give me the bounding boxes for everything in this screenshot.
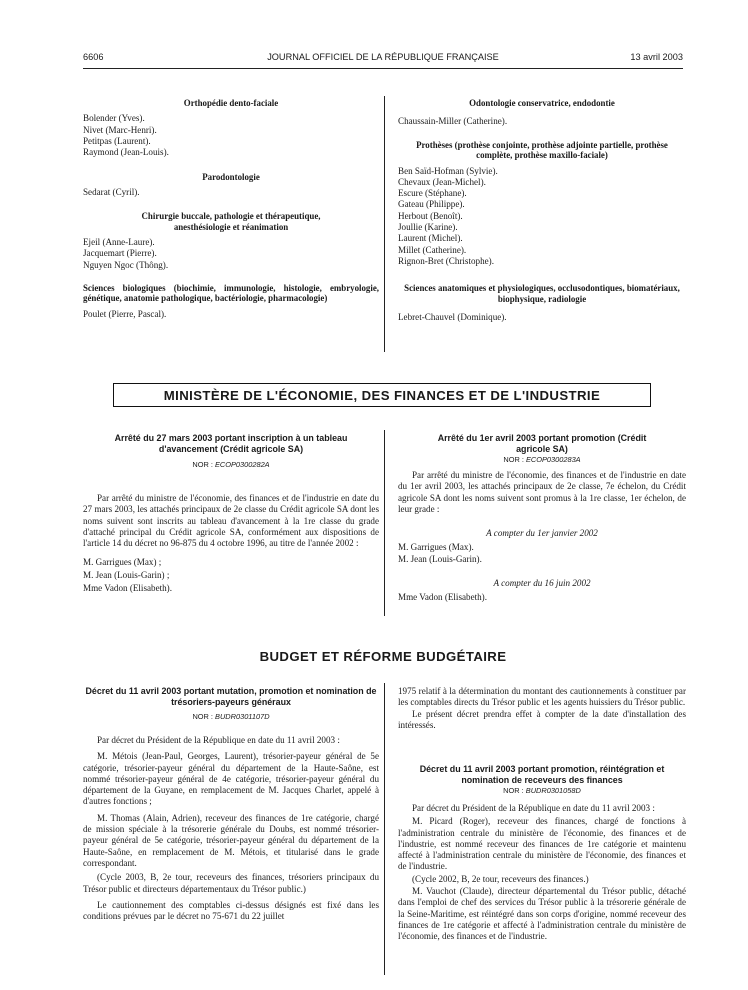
decree-paragraph: M. Thomas (Alain, Adrien), receveur des finances de 1re catégorie, chargé de mission spéciale à la trésorerie générale du Doubs, est nommé trésorier-payeur général de 5e catégorie, trésorier-payeur général du département de la Haute-Saône, en remplacement de M. Métois, et titularisé dans le grade correspondant. bbox=[83, 812, 379, 868]
list-item: Jacquemart (Pierre). bbox=[83, 248, 157, 259]
arrete-right bbox=[398, 433, 686, 604]
decree-body: Par arrêté du ministre de l'économie, des finances et de l'industrie en date du 1er avril 2003, les attachés principaux de 2e classe, 7e échelon, du Crédit agricole SA dont les noms suivent sont promus à la 1re classe, 1er échelon, de leur grade : bbox=[398, 470, 686, 514]
decret-left bbox=[83, 686, 379, 922]
decree-title: Arrêté du 1er avril 2003 portant promotion (Crédit agricole SA) bbox=[437, 433, 647, 454]
section-heading: Chirurgie buccale, pathologie et thérapeutique, anesthésiologie et réanimation bbox=[141, 211, 321, 232]
name-list bbox=[83, 187, 379, 198]
list-item: Nivet (Marc-Henri). bbox=[83, 124, 157, 135]
name-list bbox=[83, 237, 379, 271]
nor-code: ECOP0300282A bbox=[214, 460, 270, 469]
list-item: Nguyen Ngoc (Thông). bbox=[83, 259, 169, 270]
section-heading: Parodontologie bbox=[202, 171, 260, 182]
nor-code: ECOP0300283A bbox=[525, 455, 581, 464]
section-heading: Odontologie conservatrice, endodontie bbox=[469, 98, 615, 108]
column-divider bbox=[384, 683, 385, 975]
list-item: Sedarat (Cyril). bbox=[83, 187, 140, 197]
list-item: Ben Saïd-Hofman (Sylvie). bbox=[398, 165, 498, 176]
arrete-left bbox=[83, 433, 379, 595]
decree-paragraph: (Cycle 2002, B, 2e tour, receveurs des finances.) bbox=[412, 873, 589, 884]
decree-paragraph: Par décret du Président de la République en date du 11 avril 2003 : bbox=[412, 803, 655, 813]
name-list bbox=[398, 116, 686, 127]
section-title: BUDGET ET RÉFORME BUDGÉTAIRE bbox=[259, 649, 507, 664]
name-list bbox=[83, 556, 379, 594]
decret-right bbox=[398, 764, 686, 943]
ministry-banner bbox=[113, 383, 651, 407]
nor-label: NOR : bbox=[503, 455, 524, 464]
list-item: Rignon-Bret (Christophe). bbox=[398, 255, 494, 266]
list-item: Raymond (Jean-Louis). bbox=[83, 147, 169, 158]
list-item: M. Jean (Louis-Garin). bbox=[398, 553, 482, 564]
name-list bbox=[398, 312, 686, 323]
decree-body: Par arrêté du ministre de l'économie, des finances et de l'industrie en date du 27 mars 2003, les attachés principaux de 2e classe du Crédit agricole SA dont les noms suivent sont inscrits au tableau d'avancement à la 1re classe du grade d'attaché principal du Crédit agricole SA, conformément aux dispositions de l'article 14 du décret no 96-875 du 4 octobre 1996, au titre de l'année 2002 : bbox=[83, 493, 379, 549]
issue-date: 13 avril 2003 bbox=[630, 52, 683, 62]
name-list bbox=[398, 166, 686, 268]
nor-label: NOR : bbox=[192, 712, 213, 721]
list-item: M. Garrigues (Max) ; bbox=[83, 557, 162, 568]
top-left-column bbox=[83, 98, 379, 320]
effective-date-caption: A compter du 1er janvier 2002 bbox=[486, 528, 598, 539]
section-heading: Sciences anatomiques et physiologiques, occlusodontiques, biomatériaux, biophysique, radiologie bbox=[404, 283, 680, 304]
decree-paragraph: Le présent décret prendra effet à compter de la date d'installation des intéressés. bbox=[398, 708, 686, 730]
decree-title: Arrêté du 27 mars 2003 portant inscription à un tableau d'avancement (Crédit agricole SA) bbox=[114, 433, 348, 454]
nor-reference bbox=[398, 786, 686, 796]
list-item: Herbout (Benoît). bbox=[398, 210, 463, 221]
decree-title: Décret du 11 avril 2003 portant mutation, promotion et nomination de trésoriers-payeurs généraux bbox=[85, 686, 377, 707]
decree-paragraph: Le cautionnement des comptables ci-dessus désignés est fixé dans les conditions prévues par le décret no 75-671 du 22 juillet bbox=[83, 899, 379, 922]
name-list bbox=[83, 309, 379, 320]
nor-code: BUDR0301058D bbox=[525, 786, 581, 795]
effective-date-caption: A compter du 16 juin 2002 bbox=[493, 578, 591, 589]
name-list bbox=[83, 113, 379, 158]
list-item: Ejeil (Anne-Laure). bbox=[83, 237, 155, 248]
column-divider bbox=[384, 430, 385, 616]
list-item: Chaussain-Miller (Catherine). bbox=[398, 116, 508, 127]
ministry-title: MINISTÈRE DE L'ÉCONOMIE, DES FINANCES ET DE L'INDUSTRIE bbox=[163, 387, 601, 403]
decree-paragraph: Par décret du Président de la République en date du 11 avril 2003 : bbox=[97, 735, 340, 745]
decret-left-continued bbox=[398, 686, 686, 731]
page-header bbox=[83, 52, 683, 66]
section-heading: Orthopédie dento-faciale bbox=[183, 98, 279, 108]
list-item: Chevaux (Jean-Michel). bbox=[398, 176, 486, 187]
nor-code: BUDR0301107D bbox=[215, 712, 270, 721]
list-item: Petitpas (Laurent). bbox=[83, 136, 151, 146]
top-right-column bbox=[398, 98, 686, 323]
nor-reference bbox=[83, 712, 379, 722]
nor-label: NOR : bbox=[503, 786, 524, 795]
list-item: Gateau (Philippe). bbox=[398, 199, 465, 210]
column-divider bbox=[384, 96, 385, 352]
list-item: Millet (Catherine). bbox=[398, 244, 467, 255]
section-heading: Sciences biologiques (biochimie, immunologie, histologie, embryologie, génétique, anatomie pathologique, bactériologie, pharmacologie) bbox=[83, 283, 379, 304]
page-number: 6606 bbox=[83, 52, 104, 62]
list-item: M. Garrigues (Max). bbox=[398, 542, 474, 553]
list-item: Escure (Stéphane). bbox=[398, 188, 467, 199]
list-item: Lebret-Chauvel (Dominique). bbox=[398, 312, 507, 322]
decree-paragraph: M. Picard (Roger), receveur des finances, chargé de fonctions à l'administration centrale du ministère de l'économie, des finances et de l'industrie, est nommé receveur des finances de 1re catégorie et maintenu affecté à l'administration centrale du ministère de l'économie, des finances et de l'industrie. bbox=[398, 816, 686, 872]
nor-reference bbox=[398, 455, 686, 465]
decree-paragraph: (Cycle 2003, B, 2e tour, receveurs des finances, trésoriers principaux du Trésor public et directeurs départementaux du Trésor public.) bbox=[83, 872, 379, 894]
list-item: Laurent (Michel). bbox=[398, 233, 463, 244]
header-rule bbox=[83, 68, 683, 69]
decree-paragraph: M. Vauchot (Claude), directeur départemental du Trésor public, détaché dans l'emploi de chef des services du Trésor public à la trésorerie générale de la Seine-Maritime, est réintégré dans son corps d'origine, nommé receveur des finances de 1re catégorie et affecté à l'administration centrale du ministère de l'économie, des finances et de l'industrie. bbox=[398, 886, 686, 942]
journal-title: JOURNAL OFFICIEL DE LA RÉPUBLIQUE FRANÇAISE bbox=[267, 52, 499, 62]
list-item: Bolender (Yves). bbox=[83, 113, 145, 124]
nor-label: NOR : bbox=[192, 460, 213, 469]
decree-paragraph: 1975 relatif à la détermination du montant des cautionnements à constituer par les comptables directs du Trésor public et les agents huissiers du Trésor public. bbox=[398, 686, 686, 708]
name-list bbox=[398, 542, 686, 565]
decree-title: Décret du 11 avril 2003 portant promotion, réintégration et nomination de receveurs des finances bbox=[419, 764, 665, 785]
nor-reference bbox=[83, 460, 379, 470]
decree-paragraph: M. Métois (Jean-Paul, Georges, Laurent), trésorier-payeur général de 5e catégorie, trésorier-payeur général du département de la Haute-Saône, est nommé trésorier-payeur général de 4e catégorie, trésorier-payeur général du département de la Guyane, en remplacement de M. Jacques Charlet, appelé à d'autres fonctions ; bbox=[83, 751, 379, 807]
list-item: M. Jean (Louis-Garin) ; bbox=[83, 570, 170, 581]
list-item: Mme Vadon (Elisabeth). bbox=[398, 592, 487, 603]
section-heading: Prothèses (prothèse conjointe, prothèse adjointe partielle, prothèse complète, prothèse maxillo-faciale) bbox=[416, 139, 668, 161]
list-item: Poulet (Pierre, Pascal). bbox=[83, 308, 167, 319]
list-item: Joullie (Karine). bbox=[398, 222, 458, 232]
name-list bbox=[398, 592, 686, 603]
list-item: Mme Vadon (Elisabeth). bbox=[83, 582, 172, 593]
